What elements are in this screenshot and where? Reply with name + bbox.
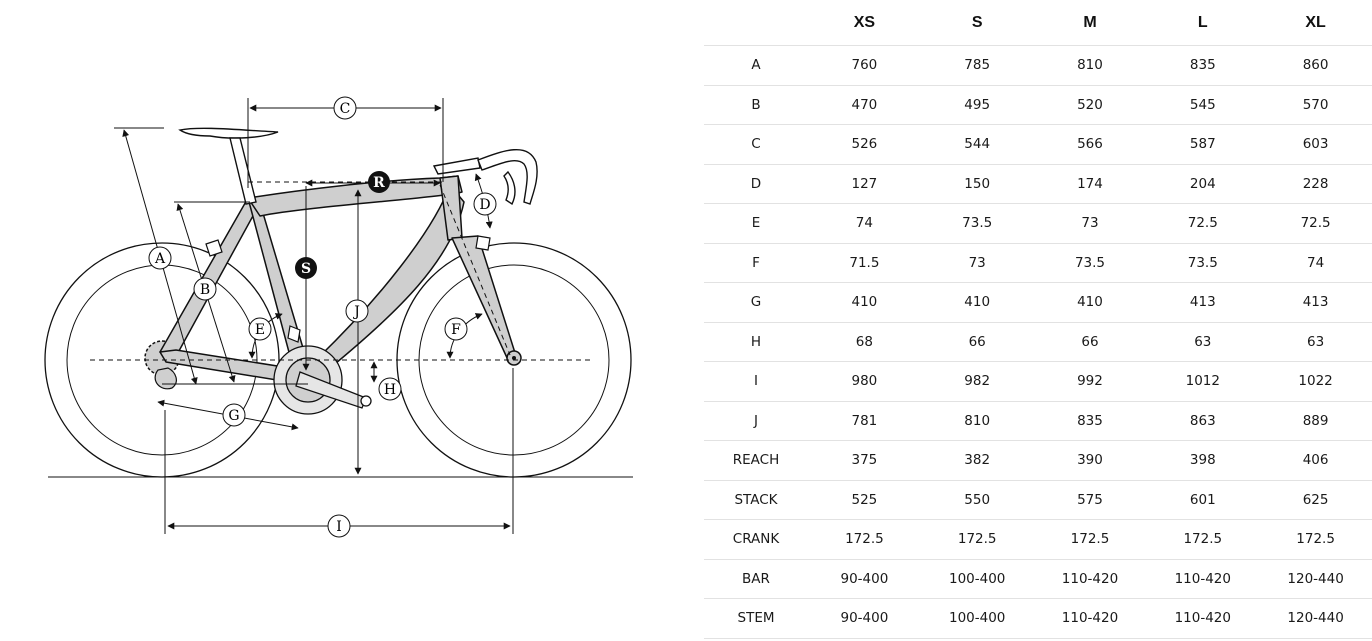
label-b (194, 278, 216, 300)
row-label: STACK (704, 480, 808, 520)
svg-text:E: E (254, 322, 266, 338)
table-cell: 72.5 (1259, 204, 1372, 244)
table-cell: 390 (1034, 441, 1147, 481)
svg-text:S: S (300, 261, 312, 277)
table-cell: 860 (1259, 46, 1372, 86)
table-row (704, 243, 1372, 283)
table-row (704, 204, 1372, 244)
svg-text:C: C (339, 101, 351, 117)
table-cell: 566 (1034, 125, 1147, 165)
label-s-stack (295, 257, 317, 279)
table-cell: 1012 (1146, 362, 1259, 402)
table-cell: 172.5 (1259, 520, 1372, 560)
geometry-table (704, 0, 1372, 639)
table-cell: 980 (808, 362, 921, 402)
table-cell: 66 (1034, 322, 1147, 362)
label-d (474, 193, 496, 215)
label-g (223, 404, 245, 426)
table-row (704, 283, 1372, 323)
table-cell: 172.5 (921, 520, 1034, 560)
row-label: CRANK (704, 520, 808, 560)
table-cell: 889 (1259, 401, 1372, 441)
label-a (149, 247, 171, 269)
row-label: D (704, 164, 808, 204)
label-f (445, 318, 467, 340)
row-label: H (704, 322, 808, 362)
svg-text:B: B (199, 282, 211, 298)
table-cell: 835 (1034, 401, 1147, 441)
table-cell: 73.5 (1146, 243, 1259, 283)
table-cell: 810 (1034, 46, 1147, 86)
table-cell: 760 (808, 46, 921, 86)
svg-text:J: J (354, 304, 360, 320)
table-cell: 74 (1259, 243, 1372, 283)
table-row (704, 46, 1372, 86)
row-label: I (704, 362, 808, 402)
table-cell: 120-440 (1259, 599, 1372, 639)
row-label: STEM (704, 599, 808, 639)
row-label: BAR (704, 559, 808, 599)
table-row (704, 520, 1372, 560)
table-cell: 100-400 (921, 559, 1034, 599)
drivetrain (274, 346, 371, 414)
table-cell: 544 (921, 125, 1034, 165)
frame (160, 176, 516, 381)
table-cell: 410 (808, 283, 921, 323)
table-cell: 172.5 (1034, 520, 1147, 560)
row-label: J (704, 401, 808, 441)
table-cell: 110-420 (1146, 559, 1259, 599)
svg-text:A: A (154, 251, 166, 267)
row-label: C (704, 125, 808, 165)
column-header-m: M (1034, 0, 1147, 46)
svg-text:R: R (373, 175, 385, 191)
table-header-row (704, 0, 1372, 46)
table-cell: 601 (1146, 480, 1259, 520)
table-cell: 174 (1034, 164, 1147, 204)
row-label: E (704, 204, 808, 244)
column-header-xl: XL (1259, 0, 1372, 46)
table-cell: 863 (1146, 401, 1259, 441)
table-cell: 525 (808, 480, 921, 520)
svg-text:I: I (336, 519, 342, 535)
row-label: F (704, 243, 808, 283)
table-cell: 520 (1034, 85, 1147, 125)
table-cell: 228 (1259, 164, 1372, 204)
table-cell: 110-420 (1146, 599, 1259, 639)
label-h (379, 378, 401, 400)
table-cell: 90-400 (808, 559, 921, 599)
table-cell: 982 (921, 362, 1034, 402)
table-cell: 413 (1259, 283, 1372, 323)
label-e (249, 318, 271, 340)
row-label: A (704, 46, 808, 86)
column-header-l: L (1146, 0, 1259, 46)
label-c (334, 97, 356, 119)
table-cell: 375 (808, 441, 921, 481)
table-cell: 73 (1034, 204, 1147, 244)
table-cell: 150 (921, 164, 1034, 204)
table-row (704, 599, 1372, 639)
row-label: G (704, 283, 808, 323)
table-cell: 172.5 (808, 520, 921, 560)
table-cell: 526 (808, 125, 921, 165)
table-cell: 382 (921, 441, 1034, 481)
dimension-lines (90, 98, 590, 534)
table-row (704, 559, 1372, 599)
table-cell: 410 (921, 283, 1034, 323)
table-cell: 90-400 (808, 599, 921, 639)
table-cell: 406 (1259, 441, 1372, 481)
table-cell: 781 (808, 401, 921, 441)
table-cell: 72.5 (1146, 204, 1259, 244)
table-cell: 73.5 (1034, 243, 1147, 283)
table-cell: 398 (1146, 441, 1259, 481)
table-cell: 410 (1034, 283, 1147, 323)
table-cell: 570 (1259, 85, 1372, 125)
table-cell: 603 (1259, 125, 1372, 165)
table-cell: 204 (1146, 164, 1259, 204)
table-cell: 110-420 (1034, 599, 1147, 639)
table-cell: 785 (921, 46, 1034, 86)
row-label: REACH (704, 441, 808, 481)
table-cell: 66 (921, 322, 1034, 362)
table-cell: 810 (921, 401, 1034, 441)
table-row (704, 164, 1372, 204)
table-cell: 74 (808, 204, 921, 244)
table-cell: 172.5 (1146, 520, 1259, 560)
table-cell: 110-420 (1034, 559, 1147, 599)
table-cell: 587 (1146, 125, 1259, 165)
table-row (704, 125, 1372, 165)
table-cell: 68 (808, 322, 921, 362)
svg-text:H: H (383, 382, 397, 398)
table-cell: 625 (1259, 480, 1372, 520)
svg-text:D: D (479, 197, 491, 213)
table-cell: 992 (1034, 362, 1147, 402)
label-r-reach (368, 171, 390, 193)
table-cell: 550 (921, 480, 1034, 520)
table-cell: 71.5 (808, 243, 921, 283)
table-cell: 63 (1146, 322, 1259, 362)
table-cell: 545 (1146, 85, 1259, 125)
table-cell: 100-400 (921, 599, 1034, 639)
column-header-s: S (921, 0, 1034, 46)
table-cell: 63 (1259, 322, 1372, 362)
table-row (704, 362, 1372, 402)
table-cell: 495 (921, 85, 1034, 125)
table-row (704, 322, 1372, 362)
table-cell: 413 (1146, 283, 1259, 323)
table-cell: 73.5 (921, 204, 1034, 244)
table-cell: 120-440 (1259, 559, 1372, 599)
saddle-and-seatpost (180, 128, 278, 204)
table-cell: 835 (1146, 46, 1259, 86)
table-row (704, 441, 1372, 481)
table-cell: 73 (921, 243, 1034, 283)
table-cell: 470 (808, 85, 921, 125)
table-body (704, 46, 1372, 639)
table-cell: 575 (1034, 480, 1147, 520)
svg-text:F: F (451, 322, 461, 338)
table-row (704, 401, 1372, 441)
row-label: B (704, 85, 808, 125)
table-row (704, 85, 1372, 125)
column-header-corner (704, 0, 808, 46)
table-row (704, 480, 1372, 520)
table-cell: 127 (808, 164, 921, 204)
label-j (346, 300, 368, 322)
label-i (328, 515, 350, 537)
table-cell: 1022 (1259, 362, 1372, 402)
svg-text:G: G (228, 408, 240, 424)
column-header-xs: XS (808, 0, 921, 46)
